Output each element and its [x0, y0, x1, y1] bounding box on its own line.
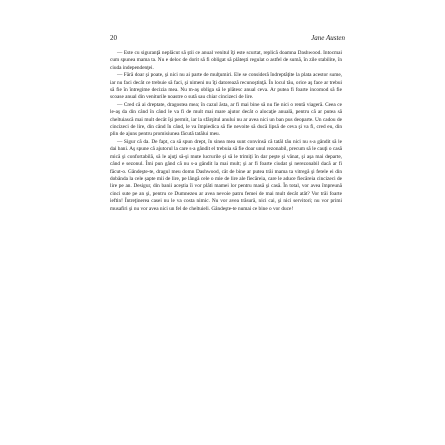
page-number: 20: [110, 34, 117, 42]
page-header: [110, 32, 345, 44]
paragraph: — Este cu siguranţă neplăcut să ştii ce anual venitul îţi este scurtat, replică doamna Dashwood. Intocmai cum spunea mama ta. Nu e deloc de dorit să fi obligat să plăteşti regulat o astfel de sumă, în zile stabilite, în ciuda independenţei.: [110, 50, 342, 71]
paragraph: — Cred că ai dreptate, dragostea mea; în cazul ăsta, ar fi mai bine să nu fie nici o rentă viageră. Ceea ce le-aş da din când în când le va fi de mult mai mare ajutor decât o alocaţie anuală, pentru că ar putea să cheltuiască mai mult decât îşi permit, iar la sfârşitul anului nu ar avea nici un ban pus deoparte. Un cadou de cincizeci de lire, din când în când, le va împiedica să fie nevoite să ducă lipsă de ceva şi va fi, cred eu, din plin de ajuns pentru promisiunea făcută tatălui meu.: [110, 101, 342, 138]
paragraph: — Fără doar şi poate, şi nici nu ai parte de mulţumiri. Ele se consideră îndreptăţite la plata acestor sume, iar nu faci decât ce trebuie să faci, şi nimeni nu îţi datorează recunoştinţă. În locul tău, orice aş face ar trebui să fie în întregime decizia mea. Nu m-aş obliga să le plătesc anual ceva. Ar putea fi foarte incomod să fie scoase anual din veniturile noastre o sută sau chiar cincizeci de lire.: [110, 72, 342, 101]
paragraph: — Sigur că da. De fapt, ca să spun drept, în sinea mea sunt convinsă că tatăl tău nici nu s-a gândit să le dai bani. Aş spune că ajutorul la care s-a gândit el trebuia să fie doar unul rezonabil, precum să le cauţi o casă mică şi confortabilă, să le ajuţi să-şi mute lucrurile şi să le trimiţi în dar peşte şi vânat, şi aşa mai departe, când e sezonul. Îmi pun gând că nu s-a gândit la mai mult; şi ar fi foarte ciudat şi nerezonabil dacă ar fi făcut-o. Gândeşte-te, dragul meu domn Dashwood, cât de bine ar putea trăi mama ta vitregă şi fetele ei din dobânda la cele şapte mii de lire, pe lângă cele o mie de lire ale fiecăreia, care le aduce fiecăreia cincizeci de lire pe an. Desigur, din banii aceştia îi vor plăti mamei lor pentru masă şi casă. În total, vor avea împreună cinci sute pe an şi, pentru ce Dumnezeu ar avea nevoie patru femei de mai mult decât atât? Vor trăi foarte ieftin! Întreţinerea casei nu le va costa nimic. Nu vor avea trăsură, nici cai, şi nici servitori; nu vor primi musafiri şi nu vor avea nici un fel de cheltuieli. Gândeşte-te numai ce bine o vor duce!: [110, 138, 342, 212]
running-title: Jane Austen: [311, 34, 345, 42]
body-text: [110, 50, 342, 213]
